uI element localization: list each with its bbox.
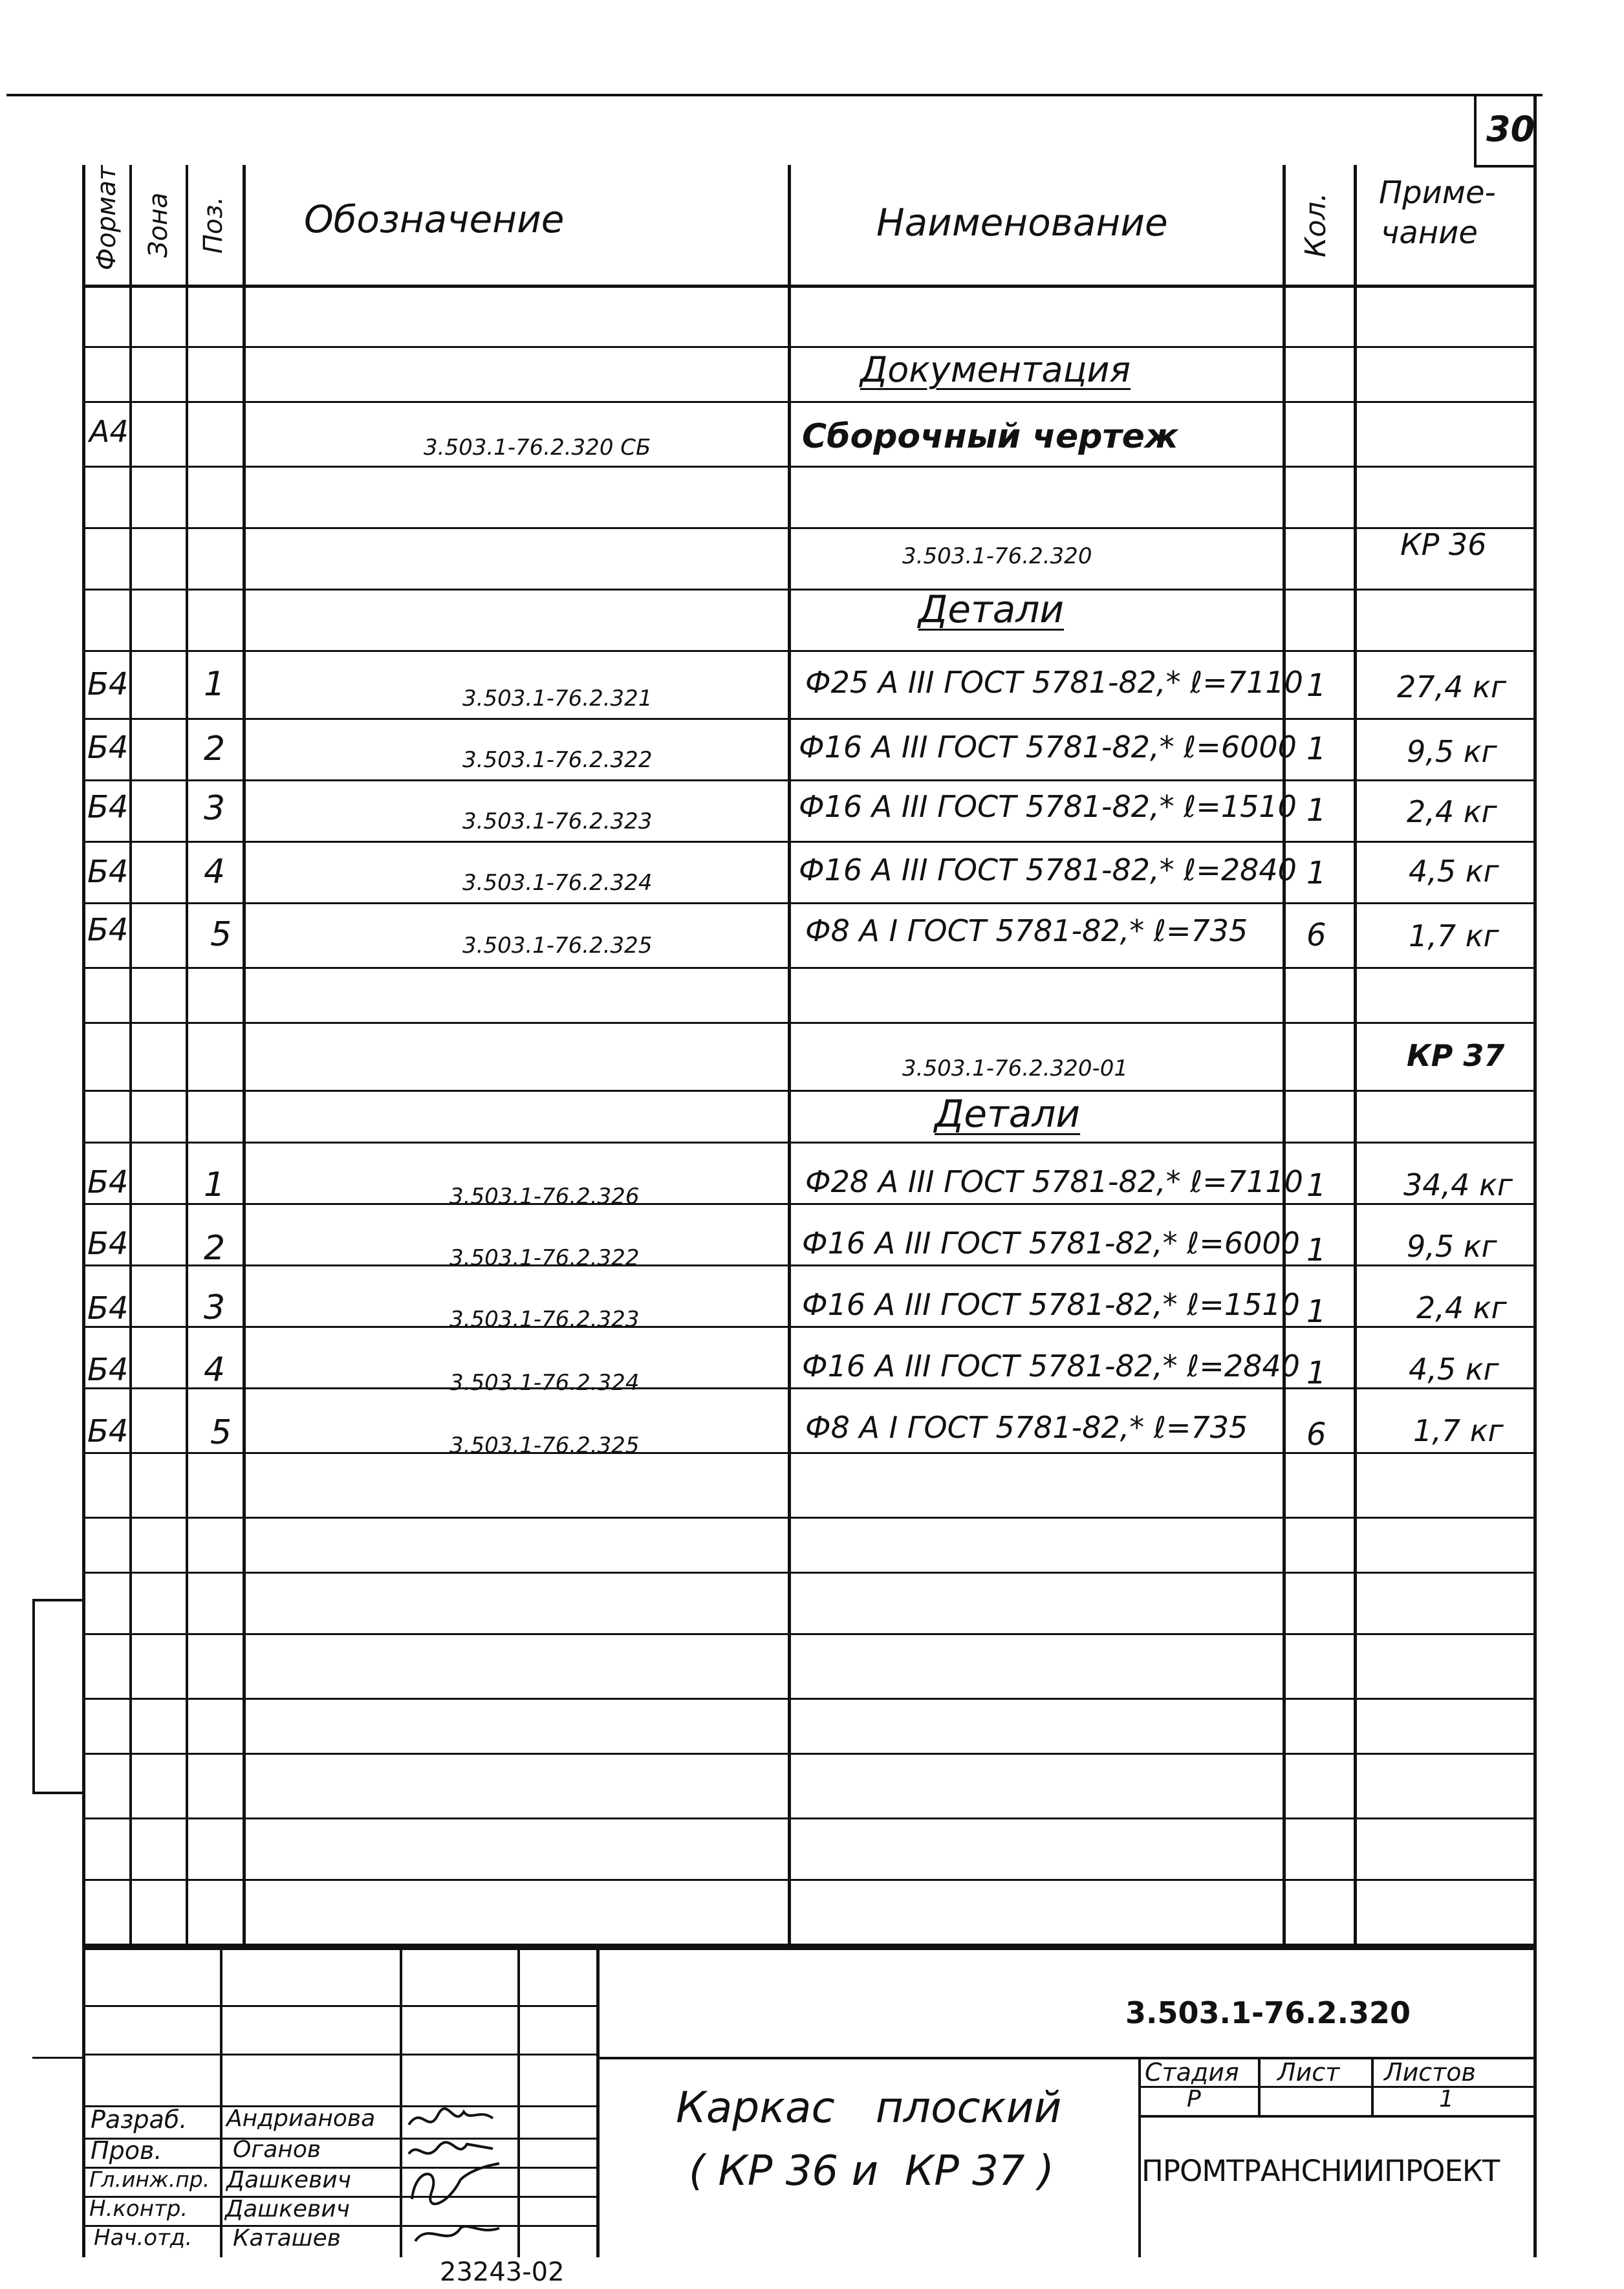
cell-format: Б4 xyxy=(87,1413,129,1449)
section-documentation: Документация xyxy=(860,349,1131,390)
cell-name: Ф16 А III ГОСТ 5781-82,* ℓ=6000 xyxy=(799,730,1297,765)
cell-format: А4 xyxy=(89,414,129,449)
cell-qty: 1 xyxy=(1306,667,1326,704)
cell-format: Б4 xyxy=(87,730,129,766)
cell-name: Ф16 А III ГОСТ 5781-82,* ℓ=2840 xyxy=(799,852,1297,887)
handwritten-signatures xyxy=(402,2102,519,2257)
cell-designation: 3.503.1-76.2.323 xyxy=(449,1307,640,1332)
signature-role: Разраб. xyxy=(91,2105,188,2134)
cell-pos: 2 xyxy=(204,1229,226,1268)
cell-note: 1,7 кг xyxy=(1413,1413,1504,1448)
cell-qty: 1 xyxy=(1306,792,1326,829)
cell-qty: 1 xyxy=(1306,1355,1326,1391)
signature-role: Пров. xyxy=(91,2136,162,2165)
cell-name: Ф16 А III ГОСТ 5781-82,* ℓ=1510 xyxy=(799,789,1297,824)
cell-format: Б4 xyxy=(87,1226,129,1262)
cell-name: Ф25 А III ГОСТ 5781-82,* ℓ=7110 xyxy=(805,665,1303,700)
bottom-code: 23243-02 xyxy=(440,2257,565,2287)
cell-designation: 3.503.1-76.2.325 xyxy=(449,1433,640,1459)
cell-pos: 5 xyxy=(210,1413,232,1452)
cell-pos: 2 xyxy=(204,730,226,768)
cell-qty: 1 xyxy=(1306,1232,1326,1268)
cell-qty: 1 xyxy=(1306,731,1326,767)
cell-pos: 4 xyxy=(204,852,226,891)
cell-format: Б4 xyxy=(87,1290,129,1327)
cell-note: 27,4 кг xyxy=(1397,669,1506,704)
title-line1: Каркас плоский xyxy=(676,2083,1062,2132)
cell-format: Б4 xyxy=(87,912,129,948)
stage-value: Р xyxy=(1187,2086,1201,2112)
header-note-line2: чание xyxy=(1381,215,1478,251)
signature-role: Гл.инж.пр. xyxy=(89,2167,210,2192)
cell-note: 2,4 кг xyxy=(1416,1290,1507,1325)
cell-name: Ф16 А III ГОСТ 5781-82,* ℓ=1510 xyxy=(802,1287,1300,1322)
cell-name: Ф28 А III ГОСТ 5781-82,* ℓ=7110 xyxy=(805,1164,1303,1199)
cell-pos: 3 xyxy=(204,1288,226,1327)
cell-pos: 5 xyxy=(210,915,232,954)
section-details: Детали xyxy=(935,1092,1081,1136)
signature-name: Каташев xyxy=(233,2225,341,2251)
cell-format: Б4 xyxy=(87,1352,129,1388)
sheets-label: Листов xyxy=(1384,2058,1476,2087)
cell-pos: 1 xyxy=(204,665,226,704)
cell-designation: 3.503.1-76.2.323 xyxy=(462,808,653,834)
cell-format: Б4 xyxy=(87,854,129,890)
cell-designation: 3.503.1-76.2.321 xyxy=(462,686,653,711)
cell-name: Сборочный чертеж xyxy=(802,417,1178,456)
cell-note: 9,5 кг xyxy=(1407,734,1497,769)
cell-note: 9,5 кг xyxy=(1407,1229,1497,1264)
cell-qty: 1 xyxy=(1306,1294,1326,1330)
cell-qty: 1 xyxy=(1306,1167,1326,1204)
header-zone: Зона xyxy=(144,192,173,258)
cell-name: Ф16 А III ГОСТ 5781-82,* ℓ=2840 xyxy=(802,1349,1300,1383)
cell-designation: 3.503.1-76.2.324 xyxy=(462,870,653,896)
title-line2: ( КР 36 и КР 37 ) xyxy=(689,2147,1054,2195)
cell-name: 3.503.1-76.2.320-01 xyxy=(902,1056,1128,1081)
cell-qty: 6 xyxy=(1306,917,1326,953)
header-pos: Поз. xyxy=(199,196,228,254)
signature-name: Дашкевич xyxy=(226,2167,351,2193)
cell-format: Б4 xyxy=(87,789,129,825)
header-qty: Кол. xyxy=(1299,192,1332,257)
cell-note: КР 37 xyxy=(1407,1038,1505,1073)
sheets-value: 1 xyxy=(1439,2086,1454,2112)
cell-name: Ф8 А I ГОСТ 5781-82,* ℓ=735 xyxy=(805,1410,1248,1445)
cell-designation: 3.503.1-76.2.324 xyxy=(449,1370,640,1396)
cell-pos: 3 xyxy=(204,789,226,828)
doc-code: 3.503.1-76.2.320 xyxy=(1125,1995,1411,2030)
cell-pos: 4 xyxy=(204,1351,226,1389)
organization: ПРОМТРАНСНИИПРОЕКТ xyxy=(1142,2154,1500,2188)
header-note-line1: Приме- xyxy=(1379,175,1496,211)
cell-note: 4,5 кг xyxy=(1409,1352,1499,1387)
signature-role: Нач.отд. xyxy=(94,2225,193,2251)
cell-note: КР 36 xyxy=(1400,527,1487,562)
cell-designation: 3.503.1-76.2.325 xyxy=(462,933,653,959)
cell-qty: 1 xyxy=(1306,855,1326,891)
page-number: 30 xyxy=(1486,109,1535,149)
sheet-label: Лист xyxy=(1277,2058,1340,2087)
cell-note: 34,4 кг xyxy=(1403,1167,1513,1202)
cell-qty: 6 xyxy=(1306,1416,1326,1453)
cell-note: 2,4 кг xyxy=(1407,794,1497,829)
cell-designation: 3.503.1-76.2.322 xyxy=(462,747,653,773)
signature-name: Андрианова xyxy=(226,2105,376,2132)
cell-note: 1,7 кг xyxy=(1409,918,1499,953)
cell-pos: 1 xyxy=(204,1166,226,1204)
signature-name: Дашкевич xyxy=(225,2196,350,2222)
header-designation: Обозначение xyxy=(304,197,565,241)
header-name: Наименование xyxy=(876,201,1168,244)
cell-name: 3.503.1-76.2.320 xyxy=(902,543,1092,569)
cell-designation: 3.503.1-76.2.326 xyxy=(449,1184,640,1210)
signature-name: Оганов xyxy=(233,2136,321,2163)
header-format: Формат xyxy=(92,165,122,270)
cell-format: Б4 xyxy=(87,666,129,702)
signature-role: Н.контр. xyxy=(89,2196,188,2222)
section-details: Детали xyxy=(918,587,1065,631)
cell-format: Б4 xyxy=(87,1164,129,1200)
cell-note: 4,5 кг xyxy=(1409,854,1499,889)
stage-label: Стадия xyxy=(1145,2058,1239,2087)
cell-name: Ф8 А I ГОСТ 5781-82,* ℓ=735 xyxy=(805,913,1248,948)
cell-name: Ф16 А III ГОСТ 5781-82,* ℓ=6000 xyxy=(802,1226,1300,1261)
cell-designation: 3.503.1-76.2.320 СБ xyxy=(424,435,651,461)
cell-designation: 3.503.1-76.2.322 xyxy=(449,1245,640,1271)
